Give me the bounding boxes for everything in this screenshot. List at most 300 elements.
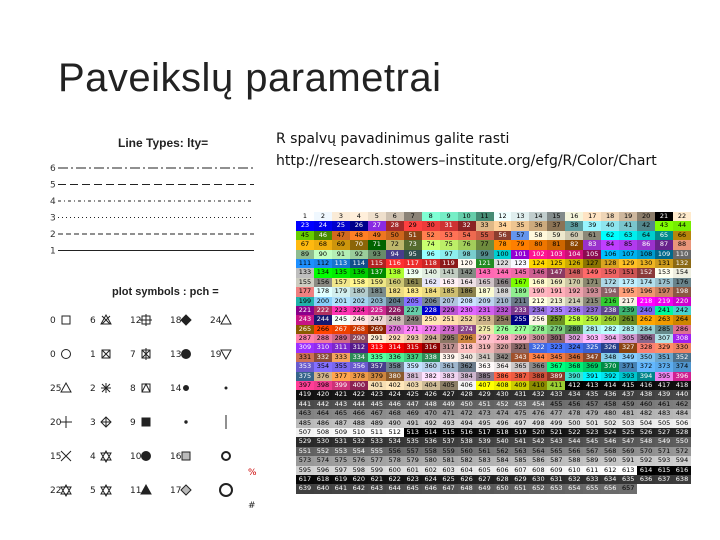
color-cell: 599 [368,466,386,475]
color-cell: 621 [368,475,386,484]
color-cell: 627 [476,475,494,484]
color-cell: 244 [314,315,332,324]
color-cell: 408 [494,381,512,390]
color-cell: 465 [332,409,350,418]
color-cell: 160 [386,278,404,287]
color-cell: 264 [673,315,691,324]
color-cell: 453 [511,400,529,409]
color-cell: 468 [386,409,404,418]
color-cell: 361 [440,362,458,371]
color-cell: 645 [404,484,422,493]
color-cell: 421 [332,390,350,399]
color-cell: 364 [494,362,512,371]
color-cell: 297 [476,334,494,343]
color-cell: 178 [314,287,332,296]
color-cell: 654 [565,484,583,493]
color-cell: 410 [529,381,547,390]
color-cell: 365 [511,362,529,371]
line-type-label: 1 [50,246,56,257]
color-cell: 165 [476,278,494,287]
color-cell: 185 [440,287,458,296]
color-cell: 383 [440,372,458,381]
color-cell: 102 [529,250,547,259]
color-cell: 489 [368,419,386,428]
color-cell: 274 [458,325,476,334]
color-cell: 360 [422,362,440,371]
color-cell: 136 [350,268,368,277]
color-cell: 23 [296,221,314,230]
color-cell: 366 [529,362,547,371]
color-cell: 149 [583,268,601,277]
color-cell: 476 [529,409,547,418]
color-cell: 256 [529,315,547,324]
color-cell: 646 [422,484,440,493]
color-cell: 137 [368,268,386,277]
color-cell: 144 [494,268,512,277]
color-cell: 444 [350,400,368,409]
color-cell: 38 [565,221,583,230]
color-cell: 148 [565,268,583,277]
color-cell: 592 [637,456,655,465]
color-cell: 422 [350,390,368,399]
color-cell: 623 [404,475,422,484]
plot-symbol [142,452,151,461]
color-cell: 305 [619,334,637,343]
color-cell: 272 [422,325,440,334]
color-cell: 406 [458,381,476,390]
color-cell: 318 [458,343,476,352]
color-cell: 488 [350,419,368,428]
color-cell: 537 [440,437,458,446]
color-cell: 298 [494,334,512,343]
color-cell: 226 [386,306,404,315]
color-cell: 10 [458,212,476,221]
color-cell: 266 [314,325,332,334]
color-cell: 509 [332,428,350,437]
color-cell: 241 [655,306,673,315]
color-cell: 300 [529,334,547,343]
color-cell: 553 [332,447,350,456]
color-cell: 580 [422,456,440,465]
plot-symbol-label: 9 [130,418,136,428]
color-cell: 520 [529,428,547,437]
color-cell: 166 [494,278,512,287]
percent-symbol: % [248,468,257,478]
color-cell: 387 [511,372,529,381]
color-cell: 390 [565,372,583,381]
color-cell: 238 [601,306,619,315]
color-cell: 492 [422,419,440,428]
color-cell: 128 [601,259,619,268]
plot-symbol-label: 25 [50,384,62,394]
color-cell: 427 [440,390,458,399]
color-cell: 186 [458,287,476,296]
color-cell: 538 [458,437,476,446]
color-cell: 188 [494,287,512,296]
color-cell: 14 [529,212,547,221]
plot-symbol-label: 1 [90,350,96,360]
color-cell: 619 [332,475,350,484]
color-cell: 307 [655,334,673,343]
color-cell: 555 [368,447,386,456]
color-cell: 541 [511,437,529,446]
color-cell: 83 [583,240,601,249]
color-cell: 101 [511,250,529,259]
color-cell: 202 [350,297,368,306]
color-cell: 543 [547,437,565,446]
plot-symbol [101,417,111,427]
color-cell: 288 [314,334,332,343]
color-cell: 314 [386,343,404,352]
color-cell: 39 [583,221,601,230]
color-cell: 330 [673,343,691,352]
color-cell: 526 [637,428,655,437]
color-cell: 269 [368,325,386,334]
color-cell: 277 [511,325,529,334]
color-cell: 172 [601,278,619,287]
plot-symbols-panel [40,310,275,515]
color-cell: 125 [547,259,565,268]
color-cell: 273 [440,325,458,334]
color-cell: 583 [476,456,494,465]
color-cell: 483 [655,409,673,418]
color-cell: 276 [494,325,512,334]
color-cell: 609 [547,466,565,475]
color-cell: 66 [673,231,691,240]
color-cell: 192 [565,287,583,296]
color-cell: 415 [619,381,637,390]
color-cell: 568 [601,447,619,456]
plot-symbol [141,485,151,494]
color-cell: 258 [565,315,583,324]
color-cell: 21 [655,212,673,221]
color-cell: 205 [404,297,422,306]
color-cell: 571 [655,447,673,456]
color-cell: 215 [583,297,601,306]
color-cell: 218 [637,297,655,306]
color-cell: 573 [296,456,314,465]
plot-symbol [140,314,152,326]
color-cell: 97 [440,250,458,259]
color-cell: 603 [440,466,458,475]
color-grid [296,212,691,494]
color-cell: 100 [494,250,512,259]
caption-url: http://research.stowers–institute.org/efg/R/Color/Chart [276,153,657,169]
color-cell: 630 [529,475,547,484]
color-cell: 158 [350,278,368,287]
color-cell: 195 [619,287,637,296]
color-cell: 522 [565,428,583,437]
color-cell: 86 [637,240,655,249]
color-cell: 270 [386,325,404,334]
color-cell: 200 [314,297,332,306]
color-cell: 637 [655,475,673,484]
color-cell: 141 [440,268,458,277]
color-cell: 493 [440,419,458,428]
color-cell: 462 [673,400,691,409]
color-cell: 332 [314,353,332,362]
color-cell: 440 [673,390,691,399]
color-cell: 491 [404,419,422,428]
color-cell: 652 [529,484,547,493]
color-cell: 528 [673,428,691,437]
color-cell: 113 [332,259,350,268]
color-cell: 529 [296,437,314,446]
color-cell: 480 [601,409,619,418]
color-cell: 99 [476,250,494,259]
plot-symbol [62,350,71,359]
color-cell: 610 [565,466,583,475]
color-cell: 135 [332,268,350,277]
color-cell: 115 [368,259,386,268]
plot-symbol-label: 15 [50,452,62,462]
color-cell: 176 [673,278,691,287]
color-cell: 502 [601,419,619,428]
color-cell: 469 [404,409,422,418]
color-cell: 482 [637,409,655,418]
color-cell: 487 [332,419,350,428]
color-cell: 315 [404,343,422,352]
color-cell: 371 [619,362,637,371]
plot-symbol-label: 13 [170,350,182,360]
color-cell: 434 [565,390,583,399]
color-cell: 146 [529,268,547,277]
color-cell: 295 [440,334,458,343]
color-cell: 9 [440,212,458,221]
color-cell: 214 [565,297,583,306]
color-cell: 180 [350,287,368,296]
color-cell: 79 [511,240,529,249]
color-cell: 638 [673,475,691,484]
color-cell: 162 [422,278,440,287]
color-cell: 151 [619,268,637,277]
color-cell: 501 [583,419,601,428]
color-cell: 184 [422,287,440,296]
color-cell: 303 [583,334,601,343]
color-cell: 470 [422,409,440,418]
color-cell: 130 [637,259,655,268]
color-cell: 466 [350,409,368,418]
color-cell: 326 [601,343,619,352]
color-cell: 395 [655,372,673,381]
color-cell: 570 [637,447,655,456]
color-cell: 44 [673,221,691,230]
color-cell: 455 [547,400,565,409]
color-cell: 389 [547,372,565,381]
color-cell: 114 [350,259,368,268]
color-cell: 530 [314,437,332,446]
color-cell: 53 [440,231,458,240]
color-cell: 290 [350,334,368,343]
color-cell: 302 [565,334,583,343]
color-cell: 454 [529,400,547,409]
color-cell: 363 [476,362,494,371]
color-cell: 217 [619,297,637,306]
color-cell: 246 [350,315,368,324]
color-cell: 61 [583,231,601,240]
color-cell: 133 [296,268,314,277]
color-cell: 210 [494,297,512,306]
color-cell: 540 [494,437,512,446]
plot-symbol [101,383,111,393]
color-cell: 310 [314,343,332,352]
color-cell: 293 [404,334,422,343]
color-cell: 220 [673,297,691,306]
color-cell: 320 [494,343,512,352]
color-cell: 368 [565,362,583,371]
color-cell: 227 [404,306,422,315]
color-cell: 564 [529,447,547,456]
color-cell: 283 [619,325,637,334]
color-cell: 254 [494,315,512,324]
line-type-label: 2 [50,230,56,240]
color-cell: 584 [494,456,512,465]
color-cell: 323 [547,343,565,352]
color-cell: 248 [386,315,404,324]
plot-symbol-label: 0 [50,350,56,360]
color-cell: 58 [529,231,547,240]
color-cell: 242 [673,306,691,315]
color-cell: 578 [386,456,404,465]
color-cell: 378 [350,372,368,381]
color-cell: 292 [386,334,404,343]
color-cell: 296 [458,334,476,343]
color-cell: 77 [476,240,494,249]
color-cell: 634 [601,475,619,484]
color-cell: 359 [404,362,422,371]
color-cell: 533 [368,437,386,446]
color-cell: 45 [296,231,314,240]
color-cell: 27 [368,221,386,230]
color-cell: 547 [619,437,637,446]
color-cell: 604 [458,466,476,475]
color-cell: 284 [637,325,655,334]
color-cell: 250 [422,315,440,324]
color-cell: 60 [565,231,583,240]
color-cell: 546 [601,437,619,446]
plot-symbol [221,315,231,324]
color-cell: 587 [547,456,565,465]
color-cell: 452 [494,400,512,409]
color-cell: 367 [547,362,565,371]
color-cell: 512 [386,428,404,437]
color-cell: 388 [529,372,547,381]
color-cell: 16 [565,212,583,221]
plot-symbol-label: 18 [170,316,182,326]
color-cell: 391 [583,372,601,381]
color-cell: 37 [547,221,565,230]
color-cell: 17 [583,212,601,221]
color-cell: 398 [314,381,332,390]
color-cell: 379 [368,372,386,381]
color-cell: 81 [547,240,565,249]
color-cell: 234 [529,306,547,315]
color-cell: 2 [314,212,332,221]
color-cell: 36 [529,221,547,230]
color-cell: 12 [494,212,512,221]
color-cell: 611 [583,466,601,475]
line-type-label: 4 [50,197,56,207]
color-cell: 514 [422,428,440,437]
color-cell: 281 [583,325,601,334]
color-cell: 349 [619,353,637,362]
color-cell: 377 [332,372,350,381]
color-cell: 286 [673,325,691,334]
color-cell: 156 [314,278,332,287]
color-cell: 229 [440,306,458,315]
color-cell: 450 [458,400,476,409]
color-cell: 259 [583,315,601,324]
color-cell: 57 [511,231,529,240]
color-cell: 433 [547,390,565,399]
color-cell: 18 [601,212,619,221]
color-cell: 461 [655,400,673,409]
plot-symbol-label: 24 [210,316,222,326]
color-cell: 577 [368,456,386,465]
color-cell: 252 [458,315,476,324]
color-cell: 71 [368,240,386,249]
color-cell: 353 [296,362,314,371]
color-cell: 402 [386,381,404,390]
caption [276,128,657,172]
color-cell: 542 [529,437,547,446]
color-cell: 70 [350,240,368,249]
color-cell: 508 [314,428,332,437]
color-cell: 89 [296,250,314,259]
color-cell: 355 [332,362,350,371]
plot-symbol [222,452,230,460]
line-type-label: 5 [50,180,56,191]
color-cell: 431 [511,390,529,399]
color-cell: 396 [673,372,691,381]
color-cell: 362 [458,362,476,371]
plot-symbol-label: 16 [170,452,182,462]
color-cell: 110 [673,250,691,259]
color-cell: 598 [350,466,368,475]
color-cell: 91 [332,250,350,259]
color-cell: 154 [673,268,691,277]
color-cell: 62 [601,231,619,240]
color-cell: 472 [458,409,476,418]
color-cell: 139 [404,268,422,277]
color-cell: 562 [494,447,512,456]
color-cell: 342 [494,353,512,362]
color-cell: 22 [673,212,691,221]
plot-symbol-label: 6 [90,316,96,326]
color-cell: 121 [476,259,494,268]
color-cell: 372 [637,362,655,371]
color-cell: 247 [368,315,386,324]
plot-symbol [221,350,231,359]
color-cell: 306 [637,334,655,343]
color-cell: 76 [458,240,476,249]
color-cell: 635 [619,475,637,484]
color-cell: 481 [619,409,637,418]
color-cell: 370 [601,362,619,371]
color-cell: 333 [332,353,350,362]
color-cell: 614 [637,466,655,475]
color-cell: 574 [314,456,332,465]
color-cell: 554 [350,447,368,456]
color-cell: 131 [655,259,673,268]
color-cell: 194 [601,287,619,296]
caption-line-1: R spalvų pavadinimus galite rasti [276,131,510,147]
color-cell: 384 [458,372,476,381]
color-cell: 507 [296,428,314,437]
color-cell: 593 [655,456,673,465]
color-cell: 486 [314,419,332,428]
color-cell: 523 [583,428,601,437]
